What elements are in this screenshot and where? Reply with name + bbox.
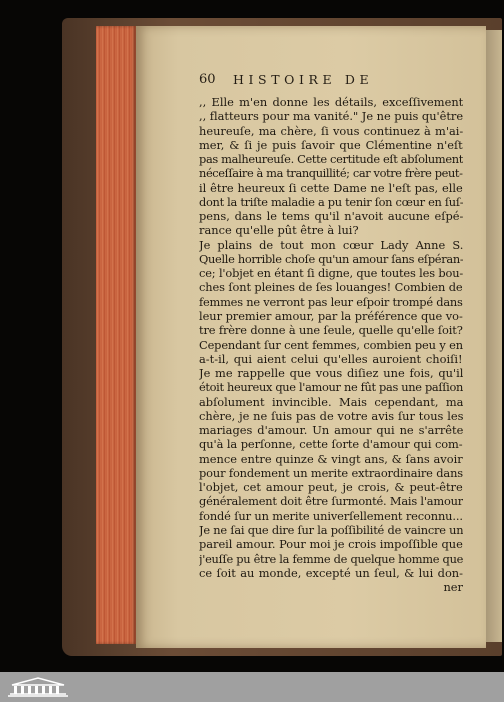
- text-line: fondé ſur un merite univerſellement reconnu...: [199, 508, 463, 523]
- text-line: femmes ne verront pas leur eſpoir trompé dans: [199, 294, 463, 309]
- text-line: pas malheureuſe. Cette certitude eſt abſolument: [199, 152, 463, 167]
- text-line: Je me rappelle que vous diſiez une fois, qu'il: [199, 366, 463, 381]
- text-line: l'objet, cet amour peut, je crois, & peut-être: [199, 480, 463, 495]
- text-line: tre frère donne à une ſeule, quelle qu'elle ſoit?: [199, 323, 463, 338]
- page-body-text: [199, 95, 463, 594]
- library-building-logo-icon: [4, 675, 72, 699]
- text-line: Cependant ſur cent femmes, combien peu y en: [199, 337, 463, 352]
- text-line: pareil amour. Pour moi je crois impoſſible que: [199, 537, 463, 552]
- text-line: ,, flatteurs pour ma vanité." Je ne puis qu'être: [199, 109, 463, 124]
- viewer-footer-bar: [0, 672, 504, 702]
- text-line: rance qu'elle pût être à lui?: [199, 223, 359, 238]
- text-line: heureuſe, ma chère, ſi vous continuez à m'ai-: [199, 123, 463, 138]
- text-line: j'euſſe pu être la femme de quelque homme que: [199, 551, 463, 566]
- text-line: chère, je ne ſuis pas de votre avis ſur tous les: [199, 408, 463, 423]
- text-line: Je plains de tout mon cœur Lady Anne S.: [199, 237, 463, 252]
- text-line: ,, Elle m'en donne les détails, exceſſivement: [199, 95, 463, 109]
- text-line: mariages d'amour. Un amour qui ne s'arrête: [199, 423, 463, 438]
- catchword: ner: [443, 580, 463, 595]
- text-line: Quelle horrible choſe qu'un amour ſans eſpéran-: [199, 251, 463, 266]
- page-number: 60: [199, 72, 216, 87]
- text-line: mence entre quinze & vingt ans, & ſans avoir: [199, 451, 463, 466]
- text-line: leur premier amour, par la préférence que vo-: [199, 308, 463, 323]
- running-title: HISTOIRE DE: [233, 72, 374, 87]
- red-page-edges: [96, 26, 136, 644]
- text-line: ce; l'objet en étant ſi digne, que toutes les bou-: [199, 266, 463, 281]
- text-line: ce ſoit au monde, excepté un ſeul, & lui don-: [199, 565, 463, 580]
- text-line: généralement doit être ſurmonté. Mais l'amour: [199, 494, 463, 509]
- text-line: dont la triſte maladie a pu tenir ſon cœur en ſuſ-: [199, 194, 463, 209]
- facing-page-edge: [486, 30, 502, 642]
- text-line: mer, & ſi je puis ſavoir que Clémentine n'eſt: [199, 137, 463, 152]
- text-line: a-t-il, qui aient celui qu'elles auroient choiſi!: [199, 351, 463, 366]
- text-line: néceſſaire à ma tranquillité; car votre frère peut-: [199, 166, 463, 181]
- text-line: abſolument invincible. Mais cependant, ma: [199, 394, 463, 409]
- text-line: étoit heureux que l'amour ne fût pas une paſſion: [199, 380, 463, 395]
- text-line: pens, dans le tems qu'il n'avoit aucune eſpé-: [199, 209, 463, 224]
- text-line: qu'à la perſonne, cette ſorte d'amour qui com-: [199, 437, 463, 452]
- text-line: pour fondement un merite extraordinaire dans: [199, 465, 463, 480]
- page-header: [199, 72, 463, 92]
- text-line: il être heureux ſi cette Dame ne l'eſt pas, elle: [199, 180, 463, 195]
- text-line: ches ſont pleines de ſes louanges! Combien de: [199, 280, 463, 295]
- text-line: Je ne ſai que dire ſur la poſſibilité de vaincre un: [199, 522, 463, 537]
